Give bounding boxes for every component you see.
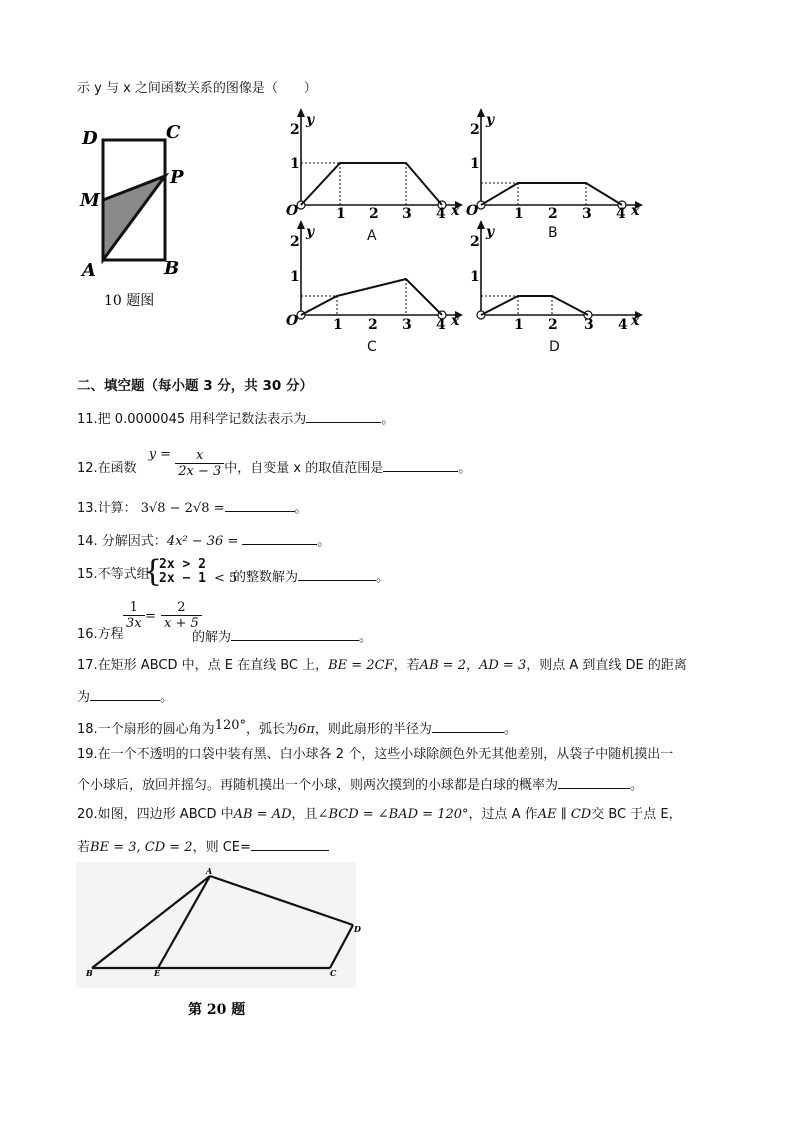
label-C: C (166, 122, 181, 143)
svg-text:2: 2 (548, 206, 558, 222)
svg-text:3: 3 (402, 317, 412, 333)
label-D: D (82, 128, 98, 149)
graph-d-curve (481, 296, 588, 315)
question-13: 13.计算： 3√8 − 2√8 = 。 (77, 497, 308, 518)
svg-text:4: 4 (436, 206, 446, 222)
svg-text:2: 2 (368, 317, 378, 333)
shaded-triangle-amp (103, 176, 165, 260)
svg-text:O: O (466, 203, 479, 219)
svg-text:O: O (286, 203, 299, 219)
question-17-line-2: 为 。 (77, 686, 173, 707)
svg-text:y: y (306, 112, 315, 128)
svg-text:1: 1 (514, 206, 524, 222)
label-C: C (330, 968, 337, 978)
svg-text:y: y (486, 112, 495, 128)
svg-text:2: 2 (290, 122, 300, 138)
label-A: A (82, 260, 96, 281)
label-D: D (354, 924, 361, 934)
svg-text:1: 1 (470, 156, 480, 172)
graph-option-d (460, 212, 650, 342)
svg-text:O: O (286, 313, 299, 329)
svg-text:y: y (306, 224, 315, 240)
figure-10-caption: 10 题图 (104, 293, 155, 309)
svg-text:x: x (451, 203, 460, 219)
figure-10 (76, 118, 188, 318)
answer-blank-18[interactable] (432, 718, 504, 733)
label-E: E (154, 968, 161, 978)
svg-text:x: x (631, 203, 640, 219)
svg-text:4: 4 (618, 317, 628, 333)
question-17-line-1: 17.在矩形 ABCD 中，点 E 在直线 BC 上，BE = 2CF，若AB = 2，AD = 3，则点 A 到直线 DE 的距离 (77, 658, 687, 673)
answer-blank-14[interactable] (242, 530, 317, 545)
brace: { (143, 554, 163, 589)
graph-c-caption: C (367, 339, 377, 355)
answer-blank-16[interactable] (231, 626, 359, 641)
graph-b-caption: B (548, 225, 558, 241)
svg-text:1: 1 (290, 156, 300, 172)
answer-blank-11[interactable] (306, 408, 381, 423)
label-M: M (80, 190, 100, 211)
label-P: P (170, 167, 184, 188)
svg-text:2: 2 (290, 234, 300, 250)
answer-blank-19[interactable] (558, 774, 630, 789)
svg-text:1: 1 (514, 317, 524, 333)
graph-option-b (460, 100, 650, 230)
graph-option-c (280, 212, 470, 342)
svg-text:x: x (451, 313, 460, 329)
svg-text:2: 2 (369, 206, 379, 222)
answer-blank-20[interactable] (251, 836, 329, 851)
question-18: 18.一个扇形的圆心角为120°，弧长为6π，则此扇形的半径为 。 (77, 718, 517, 737)
svg-text:2: 2 (470, 234, 480, 250)
figure-20 (76, 862, 366, 1022)
graph-d-caption: D (549, 339, 560, 355)
graph-c-curve (301, 279, 442, 315)
svg-text:1: 1 (290, 269, 300, 285)
svg-text:1: 1 (470, 269, 480, 285)
graph-a-curve (301, 163, 442, 205)
question-19-line-1: 19.在一个不透明的口袋中装有黑、白小球各 2 个，这些小球除颜色外无其他差别，从袋子中随机摸出一 (77, 747, 674, 762)
svg-text:3: 3 (402, 206, 412, 222)
svg-text:x: x (631, 313, 640, 329)
graph-b-curve (481, 183, 622, 205)
question-20-line-2: 若BE = 3, CD = 2，则 CE= (77, 836, 329, 857)
svg-text:1: 1 (336, 206, 346, 222)
answer-blank-17[interactable] (90, 686, 160, 701)
graph-a-caption: A (367, 228, 377, 244)
answer-blank-12[interactable] (383, 457, 458, 472)
question-19-line-2: 个小球后，放回并摇匀。再随机摸出一个小球，则两次摸到的小球都是白球的概率为 。 (77, 774, 643, 795)
svg-text:4: 4 (436, 317, 446, 333)
label-B: B (86, 968, 93, 978)
question-14: 14. 分解因式：4x² − 36 = 。 (77, 530, 330, 551)
section-2-title: 二、填空题（每小题 3 分，共 30 分） (77, 378, 313, 394)
graph-option-a (280, 100, 470, 230)
answer-blank-13[interactable] (225, 497, 295, 512)
svg-text:1: 1 (333, 317, 343, 333)
svg-text:y: y (486, 224, 495, 240)
svg-text:3: 3 (582, 206, 592, 222)
question-10-stem-tail: 示 y 与 x 之间函数关系的图像是（ ） (77, 81, 317, 96)
answer-blank-15[interactable] (298, 566, 376, 581)
question-20-line-1: 20.如图，四边形 ABCD 中AB = AD，且∠BCD = ∠BAD = 120°，过点 A 作AE ∥ CD交 BC 于点 E， (77, 807, 682, 822)
svg-text:3: 3 (584, 317, 594, 333)
svg-text:2: 2 (548, 317, 558, 333)
question-11: 11.把 0.0000045 用科学记数法表示为 。 (77, 408, 394, 429)
svg-text:4: 4 (616, 206, 626, 222)
question-12: 12.在函数y = $\frac{x}{2x - 3}$ 中，自变量 x 的取值范围是 。 (77, 447, 472, 479)
svg-text:2: 2 (470, 122, 480, 138)
label-B: B (164, 258, 180, 279)
figure-20-caption: 第 20 题 (188, 1002, 246, 1018)
label-A: A (206, 866, 213, 876)
